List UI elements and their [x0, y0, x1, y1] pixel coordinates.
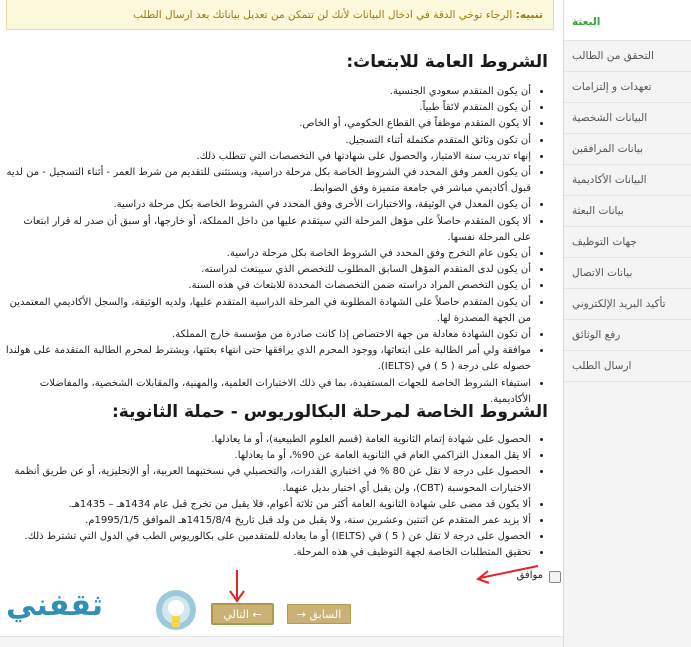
bachelor-conditions-list [3, 432, 549, 562]
sidebar-item-label: بيانات الاتصال [572, 267, 633, 279]
warning-label: تنبيه: [515, 9, 543, 21]
sidebar-item-label: البيانات الأكاديمية [572, 174, 647, 186]
sidebar-item-personal-data[interactable] [564, 103, 691, 134]
sidebar-item-companions[interactable] [564, 134, 691, 165]
sidebar-item-employers[interactable] [564, 227, 691, 258]
list-item: • إنهاء تدريب سنة الامتياز، والحصول على شهادتها في التخصصات التي تتطلب ذلك. [3, 149, 531, 165]
annotation-arrow-icon [227, 568, 247, 604]
bachelor-conditions-title: الشروط الخاصة لمرحلة البكالوريوس - حملة الثانوية: [111, 402, 548, 422]
list-item: • أن تكون وثائق المتقدم مكتملة أثناء التسجيل. [3, 133, 531, 149]
list-item: • ألا يقل المعدل التراكمي العام في الثانوية العامة عن 90%، أو ما يعادلها. [3, 448, 531, 464]
list-item: • أن يكون المتقدم حاصلاً على الشهادة المطلوبة في المرحلة الدراسية المتقدم عليها، ولديه الوثيقة، والسجل الأكاديمي المعتمدين من الجهة المصدرة لها. [3, 295, 531, 327]
sidebar-item-label: تأكيد البريد الإلكتروني [572, 298, 666, 310]
sidebar-item-label: بيانات البعثة [572, 205, 624, 217]
warning-banner [6, 0, 554, 30]
sidebar-item-upload-documents[interactable] [564, 320, 691, 351]
next-button[interactable]: التالي ← [212, 604, 273, 624]
sidebar-item-submit-request[interactable] [564, 351, 691, 382]
list-item: • الحصول على درجة لا تقل عن ( 5 ) في (IELTS) أو ما يعادله للمتقدمين على بكالوريوس الطب في الدول التي تشترط ذلك. [3, 529, 531, 545]
list-item: • أن يكون المتقدم سعودي الجنسية. [3, 84, 531, 100]
footer [0, 636, 563, 647]
warning-text: الرجاء توخي الدقة في ادخال البيانات لأنك لن تتمكن من تعديل بياناتك بعد ارسال الطلب [133, 9, 516, 21]
sidebar-item-contact-data[interactable] [564, 258, 691, 289]
list-item: • ألا يزيد عمر المتقدم عن اثنتين وعشرين سنة، ولا يقبل من ولد قبل تاريخ 1415/8/4هـ الموافق 1995/1/5م. [3, 513, 531, 529]
sidebar-item-pledges[interactable] [564, 72, 691, 103]
sidebar-item-confirm-email[interactable] [564, 289, 691, 320]
sidebar-item-scholarship-data[interactable] [564, 196, 691, 227]
list-item: • موافقة ولي أمر الطالبة على ابتعاثها، ووجود المحرم الذي يرافقها حتى انتهاء بعثتها، ويشترط لمحرم الطالبة المتقدمة على هولندا حصوله على درجة ( 5 ) في (IELTS). [3, 343, 531, 375]
list-item: • أن يكون التخصص المراد دراسته ضمن التخصصات المحددة للابتعاث في هذه السنة. [3, 278, 531, 294]
list-item: • استيفاء الشروط الخاصة للجهات المستفيدة، بما في ذلك الاختبارات العلمية، والمهنية، والمقابلات الشخصية، والمفاضلات الأكاديمية. [3, 376, 531, 408]
list-item: • أن يكون عام التخرج وفق المحدد في الشروط الخاصة بكل مرحلة دراسية. [3, 246, 531, 262]
sidebar-item-label: البيانات الشخصية [572, 112, 648, 124]
agree-label[interactable]: موافق [516, 570, 543, 581]
list-item: • ألا يكون المتقدم حاصلاً على مؤهل المرحلة التي سيتقدم عليها من داخل المملكة، أو خارجها، أو سبق أن صدر له قرار ابتعاث على المرحلة نفسها. [3, 214, 531, 246]
list-item: • الحصول على درجة لا تقل عن 80 % في اختباري القدرات، والتحصيلي في نسختيهما العربية، أو الإنجليزية، أو عن طريق أنظمة الاختبارات المحوسبة (CBT)، ولن يقبل أي اختبار بديل عنهما. [3, 464, 531, 496]
list-item: • أن يكون لدى المتقدم المؤهل السابق المطلوب للتخصص الذي سيبتعث لدراسته. [3, 262, 531, 278]
agree-checkbox[interactable] [549, 571, 561, 583]
sidebar-item-scholarship[interactable] [564, 0, 691, 41]
sidebar-item-label: تعهدات و إلتزامات [572, 81, 652, 93]
sidebar-item-label: رفع الوثائق [572, 329, 621, 341]
list-item: • الحصول على شهادة إتمام الثانوية العامة (قسم العلوم الطبيعية)، أو ما يعادلها. [3, 432, 531, 448]
list-item: • تحقيق المتطلبات الخاصة لجهة التوظيف في هذه المرحلة. [3, 545, 531, 561]
list-item: • أن يكون المتقدم لائقاً طبياً. [3, 100, 531, 116]
sidebar-item-label: بيانات المرافقين [572, 143, 644, 155]
general-conditions-title: الشروط العامة للابتعاث: [346, 52, 548, 72]
sidebar-item-label: جهات التوظيف [572, 236, 637, 248]
general-conditions-list [3, 84, 549, 408]
sidebar-item-verify-student[interactable] [564, 41, 691, 72]
list-item: • أن يكون المعدل في الوثيقة، والاختبارات الأخرى وفق المحدد في الشروط الخاصة بكل مرحلة دراسية. [3, 197, 531, 213]
sidebar-item-label: التحقق من الطالب [572, 50, 654, 62]
list-item: • ألا يكون قد مضى على شهادة الثانوية العامة أكثر من ثلاثة أعوام، فلا يقبل من تخرج قبل عام 1434هـ – 1435هـ. [3, 497, 531, 513]
list-item: • أن تكون الشهادة معادلة من جهة الاختصاص إذا كانت صادرة من مؤسسة خارج المملكة. [3, 327, 531, 343]
previous-button[interactable]: → السابق [287, 604, 351, 624]
sidebar-item-label: ارسال الطلب [572, 360, 632, 372]
annotation-arrow-icon [472, 562, 542, 586]
steps-sidebar [563, 0, 691, 647]
list-item: • أن يكون العمر وفق المحدد في الشروط الخاصة بكل مرحلة دراسية، ويستثنى للتقديم من شرط العمر - أثناء التسجيل - من لديه قبول أكاديمي مباشر في جامعة متميزة وفق الضوابط. [3, 165, 531, 197]
sidebar-item-label: البعثة [572, 16, 601, 28]
logo-text: ثقفني [6, 588, 104, 623]
list-item: • ألا يكون المتقدم موظفاً في القطاع الحكومي، أو الخاص. [3, 116, 531, 132]
sidebar-item-academic-data[interactable] [564, 165, 691, 196]
